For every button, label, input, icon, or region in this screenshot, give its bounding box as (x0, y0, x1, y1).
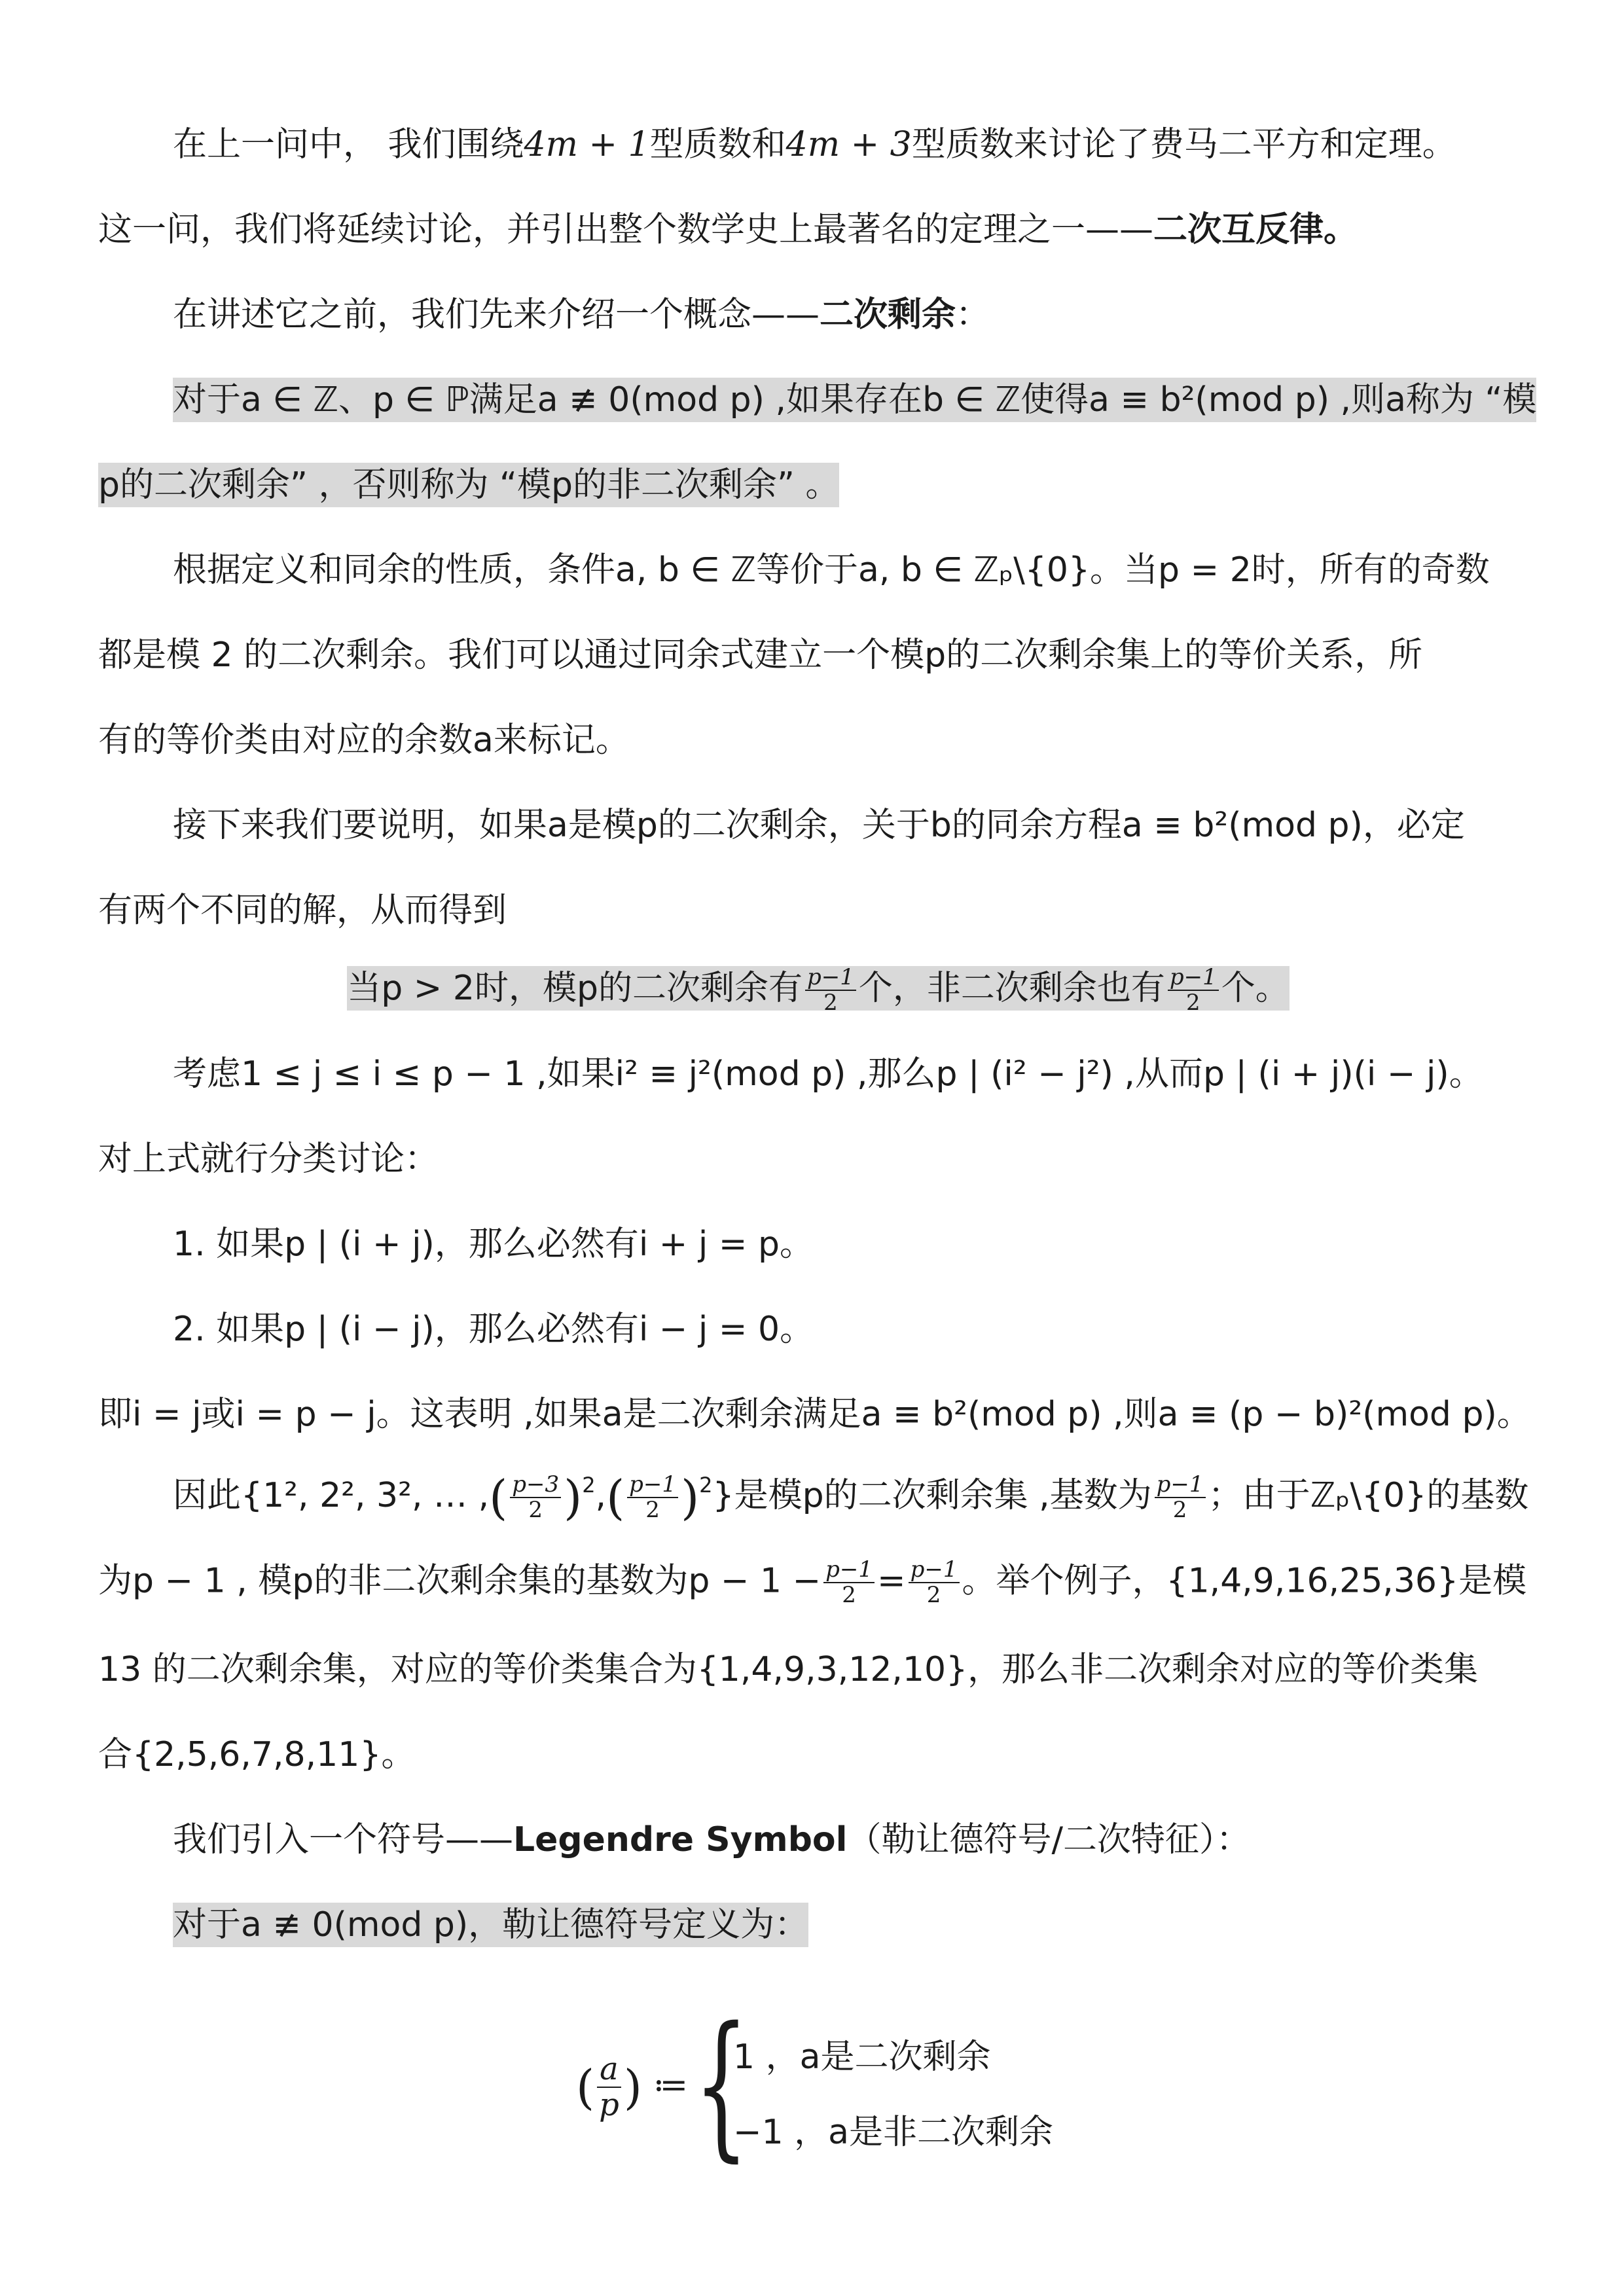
left-brace: { (694, 1993, 749, 2176)
denominator: 2 (528, 1497, 543, 1524)
paren: ) (623, 2059, 642, 2115)
paren: ( (576, 2059, 595, 2115)
term-quadratic-residue: 二次剩余 (820, 295, 956, 334)
fraction-p-minus-1-over-2 (1155, 1473, 1206, 1523)
denominator: 2 (926, 1582, 941, 1609)
text: 接下来我们要说明，如果a是模p的二次剩余，关于b的同余方程a ≡ b²(mod p)，必定 (173, 806, 1465, 845)
paragraph-example-line1 (98, 1649, 1478, 1690)
denominator: 2 (1172, 1497, 1187, 1524)
math-4m-plus-1: 4m + 1 (524, 125, 650, 164)
numerator: a (597, 2052, 621, 2088)
paragraph-properties-line3 (98, 720, 630, 761)
paragraph-legendre-intro (173, 1820, 1250, 1860)
definition-highlight: 对于a ≢ 0(mod p)，勒让德符号定义为： (173, 1903, 808, 1947)
numerator: p−1 (1155, 1473, 1206, 1498)
paren: ( (606, 1470, 625, 1525)
paren: ) (564, 1470, 583, 1525)
math-4m-plus-3: 4m + 3 (785, 125, 912, 164)
paragraph-example-line2 (98, 1734, 415, 1775)
text: 即i = j或i = p − j。这表明 ,如果a是二次剩余满足a ≡ b²(mod p) ,则a ≡ (p − b)²(mod p)。 (98, 1395, 1531, 1434)
definition-line1 (173, 380, 1536, 420)
text: 对上式就行分类讨论： (98, 1139, 439, 1179)
fraction-p-minus-1-over-2 (909, 1558, 960, 1608)
fraction-p-minus-1-over-2 (627, 1473, 678, 1523)
text: ；由于ℤₚ\{0}的基数 (1208, 1476, 1529, 1516)
text: 2. 如果p | (i − j)，那么必然有i − j = 0。 (173, 1310, 814, 1349)
paragraph-properties-line1 (173, 550, 1490, 590)
paragraph-conclusion (98, 1394, 1531, 1435)
denominator: 2 (645, 1497, 660, 1524)
paragraph-properties-line2 (98, 635, 1422, 675)
defined-as: ≔ (653, 2065, 689, 2105)
text: 个。 (1221, 969, 1290, 1009)
paragraph-residue-set-line1: 因此{1², 2², 3², … ,( $\frac{p-3}{2}$ )$^2$,( $\frac{p-1}{2}$ )$^2$}是模p的二次剩余集 ,基数为 $\frac{p-1}{2}$ ；由于ℤₚ\{0}的基数 (173, 1470, 1529, 1525)
text: 根据定义和同余的性质，条件a, b ∈ ℤ等价于a, b ∈ ℤₚ\{0}。当p = 2时，所有的奇数 (173, 550, 1490, 590)
paragraph-legendre-def (173, 1905, 808, 1945)
highlight-result (98, 965, 1538, 1016)
case-non-residue (733, 2104, 1053, 2153)
text: −1 ，a是非二次剩余 (733, 2113, 1054, 2152)
text: 1 ，a是二次剩余 (733, 2037, 991, 2077)
paragraph-two-solutions-line1 (173, 805, 1465, 846)
definition-highlight: p的二次剩余” ，否则称为 “模p的非二次剩余” 。 (98, 463, 839, 507)
text: = (877, 1561, 906, 1601)
text: 个，非二次剩余也有 (858, 969, 1165, 1009)
term-legendre-symbol: Legendre Symbol (513, 1820, 848, 1859)
text: ： (956, 295, 990, 334)
text: 合{2,5,6,7,8,11}。 (98, 1735, 416, 1774)
paragraph-concept (173, 295, 990, 335)
result-highlight (347, 964, 1290, 1016)
numerator: p−1 (823, 1558, 875, 1583)
text: 13 的二次剩余集，对应的等价类集合为{1,4,9,3,12,10}，那么非二次剩余对应的等价类集 (98, 1650, 1479, 1689)
denominator: 2 (823, 990, 838, 1016)
numerator: p−1 (627, 1473, 678, 1498)
paren: ( (489, 1470, 508, 1525)
numerator: p−1 (1168, 965, 1219, 991)
definition-highlight: 对于a ∈ ℤ、p ∈ ℙ满足a ≢ 0(mod p) ,如果存在b ∈ ℤ使得a ≡ b²(mod p) ,则a称为 “模 (173, 378, 1536, 422)
list-item-2 (173, 1309, 814, 1350)
text: 有两个不同的解，从而得到 (98, 891, 507, 930)
paren: ) (681, 1470, 700, 1525)
paragraph-two-solutions-line2 (98, 890, 507, 931)
text: （勒让德符号/二次特征）： (847, 1820, 1250, 1859)
term-quadratic-reciprocity: 二次互反律 (1153, 210, 1324, 249)
legendre-symbol-definition (576, 1993, 1165, 2176)
paragraph-residue-set-line2 (98, 1558, 1526, 1608)
text: 这一问，我们将延续讨论，并引出整个数学史上最著名的定理之一—— (98, 210, 1154, 249)
legendre-fraction (597, 2052, 621, 2123)
numerator: p−1 (805, 965, 856, 991)
denominator: 2 (842, 1582, 856, 1609)
exponent: 2 (699, 1473, 713, 1498)
text: 因此{1², 2², 3², … , (173, 1476, 490, 1516)
case-residue (733, 2029, 990, 2078)
denominator: p (599, 2086, 619, 2123)
text: 1. 如果p | (i + j)，那么必然有i + j = p。 (173, 1225, 814, 1264)
list-item-1 (173, 1224, 814, 1265)
text: 都是模 2 的二次剩余。我们可以通过同余式建立一个模p的二次剩余集上的等价关系，所 (98, 636, 1423, 675)
text: 我们引入一个符号—— (173, 1820, 514, 1859)
text: 有的等价类由对应的余数a来标记。 (98, 721, 630, 760)
text: 。 (1324, 210, 1358, 249)
exponent: 2 (582, 1473, 596, 1498)
fraction-p-minus-3-over-2 (510, 1473, 561, 1523)
paragraph-classify (98, 1139, 439, 1179)
fraction-p-minus-1-over-2 (1168, 965, 1219, 1016)
paragraph-intro-line2 (98, 209, 1358, 250)
fraction-p-minus-1-over-2 (805, 965, 856, 1016)
text: }是模p的二次剩余集 ,基数为 (712, 1476, 1152, 1516)
numerator: p−3 (510, 1473, 561, 1498)
definition-line2 (98, 465, 839, 505)
text: 型质数来讨论了费马二平方和定理。 (911, 125, 1456, 164)
text: 在上一问中， 我们围绕 (173, 125, 524, 164)
text: 在讲述它之前，我们先来介绍一个概念—— (173, 295, 820, 334)
paragraph-intro-line1 (173, 124, 1456, 165)
text: 考虑1 ≤ j ≤ i ≤ p − 1 ,如果i² ≡ j²(mod p) ,那么p | (i² − j²) ,从而p | (i + j)(i − j)。 (173, 1054, 1483, 1094)
text: 型质数和 (649, 125, 786, 164)
text: 当p > 2时，模p的二次剩余有 (347, 969, 803, 1009)
text: 为p − 1 , 模p的非二次剩余集的基数为p − 1 − (98, 1561, 821, 1601)
paragraph-consider (173, 1054, 1483, 1094)
denominator: 2 (1185, 990, 1200, 1016)
text: 。举个例子，{1,4,9,16,25,36}是模 (962, 1561, 1527, 1601)
fraction-p-minus-1-over-2 (823, 1558, 875, 1608)
legendre-lhs (576, 2052, 688, 2123)
numerator: p−1 (909, 1558, 960, 1583)
